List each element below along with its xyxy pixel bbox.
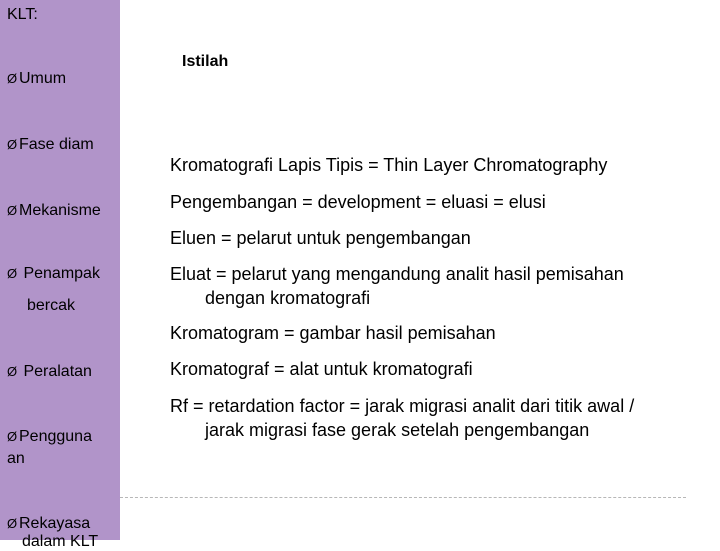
sidebar-item-label: Peralatan bbox=[19, 363, 92, 380]
sidebar-item-peralatan bbox=[7, 361, 92, 383]
definition-eluen bbox=[170, 226, 471, 250]
definition-pengembangan bbox=[170, 190, 546, 214]
sidebar bbox=[0, 0, 120, 550]
sidebar-item-umum bbox=[7, 68, 66, 90]
definition-rf bbox=[170, 394, 634, 442]
arrow-bullet-icon: Ø bbox=[7, 203, 18, 218]
sidebar-item-penampak bbox=[7, 263, 100, 285]
definition-eluat bbox=[170, 262, 624, 310]
divider bbox=[120, 497, 686, 498]
sidebar-item-mekanisme bbox=[7, 200, 101, 222]
arrow-bullet-icon: Ø bbox=[7, 71, 18, 86]
sidebar-item-label: Penampak bbox=[19, 265, 100, 282]
definition-text: Kromatografi Lapis Tipis = Thin Layer Chromatography bbox=[170, 155, 608, 175]
definition-text: Kromatogram = gambar hasil pemisahan bbox=[170, 323, 496, 343]
definition-text: Pengembangan = development = eluasi = elusi bbox=[170, 192, 546, 212]
definition-text: Eluat = pelarut yang mengandung analit hasil pemisahan bbox=[170, 264, 624, 284]
sidebar-item-penampak-cont: bercak bbox=[27, 297, 76, 314]
sidebar-item-rekayasa bbox=[7, 513, 90, 535]
definition-text: Kromatograf = alat untuk kromatografi bbox=[170, 359, 473, 379]
arrow-bullet-icon: Ø bbox=[7, 516, 18, 531]
definition-text: Rf = retardation factor = jarak migrasi analit dari titik awal / bbox=[170, 396, 635, 416]
definition-klt bbox=[170, 153, 607, 177]
sidebar-item-label: Rekayasa bbox=[19, 515, 91, 532]
sidebar-item-label: Pengguna bbox=[19, 428, 92, 445]
sidebar-item-label: Fase diam bbox=[19, 136, 94, 153]
definition-kromatogram bbox=[170, 321, 496, 345]
definition-text: Eluen = pelarut untuk pengembangan bbox=[170, 228, 471, 248]
sidebar-title: KLT: bbox=[7, 6, 38, 23]
sidebar-item-pengguna bbox=[7, 426, 92, 448]
sidebar-item-label: Umum bbox=[19, 70, 67, 87]
arrow-bullet-icon: Ø bbox=[7, 137, 18, 152]
arrow-bullet-icon: Ø bbox=[7, 429, 18, 444]
definition-kromatograf bbox=[170, 357, 473, 381]
arrow-bullet-icon: Ø bbox=[7, 364, 18, 379]
sidebar-item-label: Mekanisme bbox=[19, 202, 101, 219]
sidebar-item-rekayasa-cont: dalam KLT bbox=[22, 533, 99, 550]
definition-text-cont: jarak migrasi fase gerak setelah pengembangan bbox=[205, 420, 590, 440]
sidebar-item-pengguna-cont: an bbox=[7, 450, 25, 467]
definition-text-cont: dengan kromatografi bbox=[205, 288, 371, 308]
arrow-bullet-icon: Ø bbox=[7, 266, 18, 281]
section-heading: Istilah bbox=[182, 53, 229, 70]
sidebar-item-fase-diam bbox=[7, 134, 94, 156]
